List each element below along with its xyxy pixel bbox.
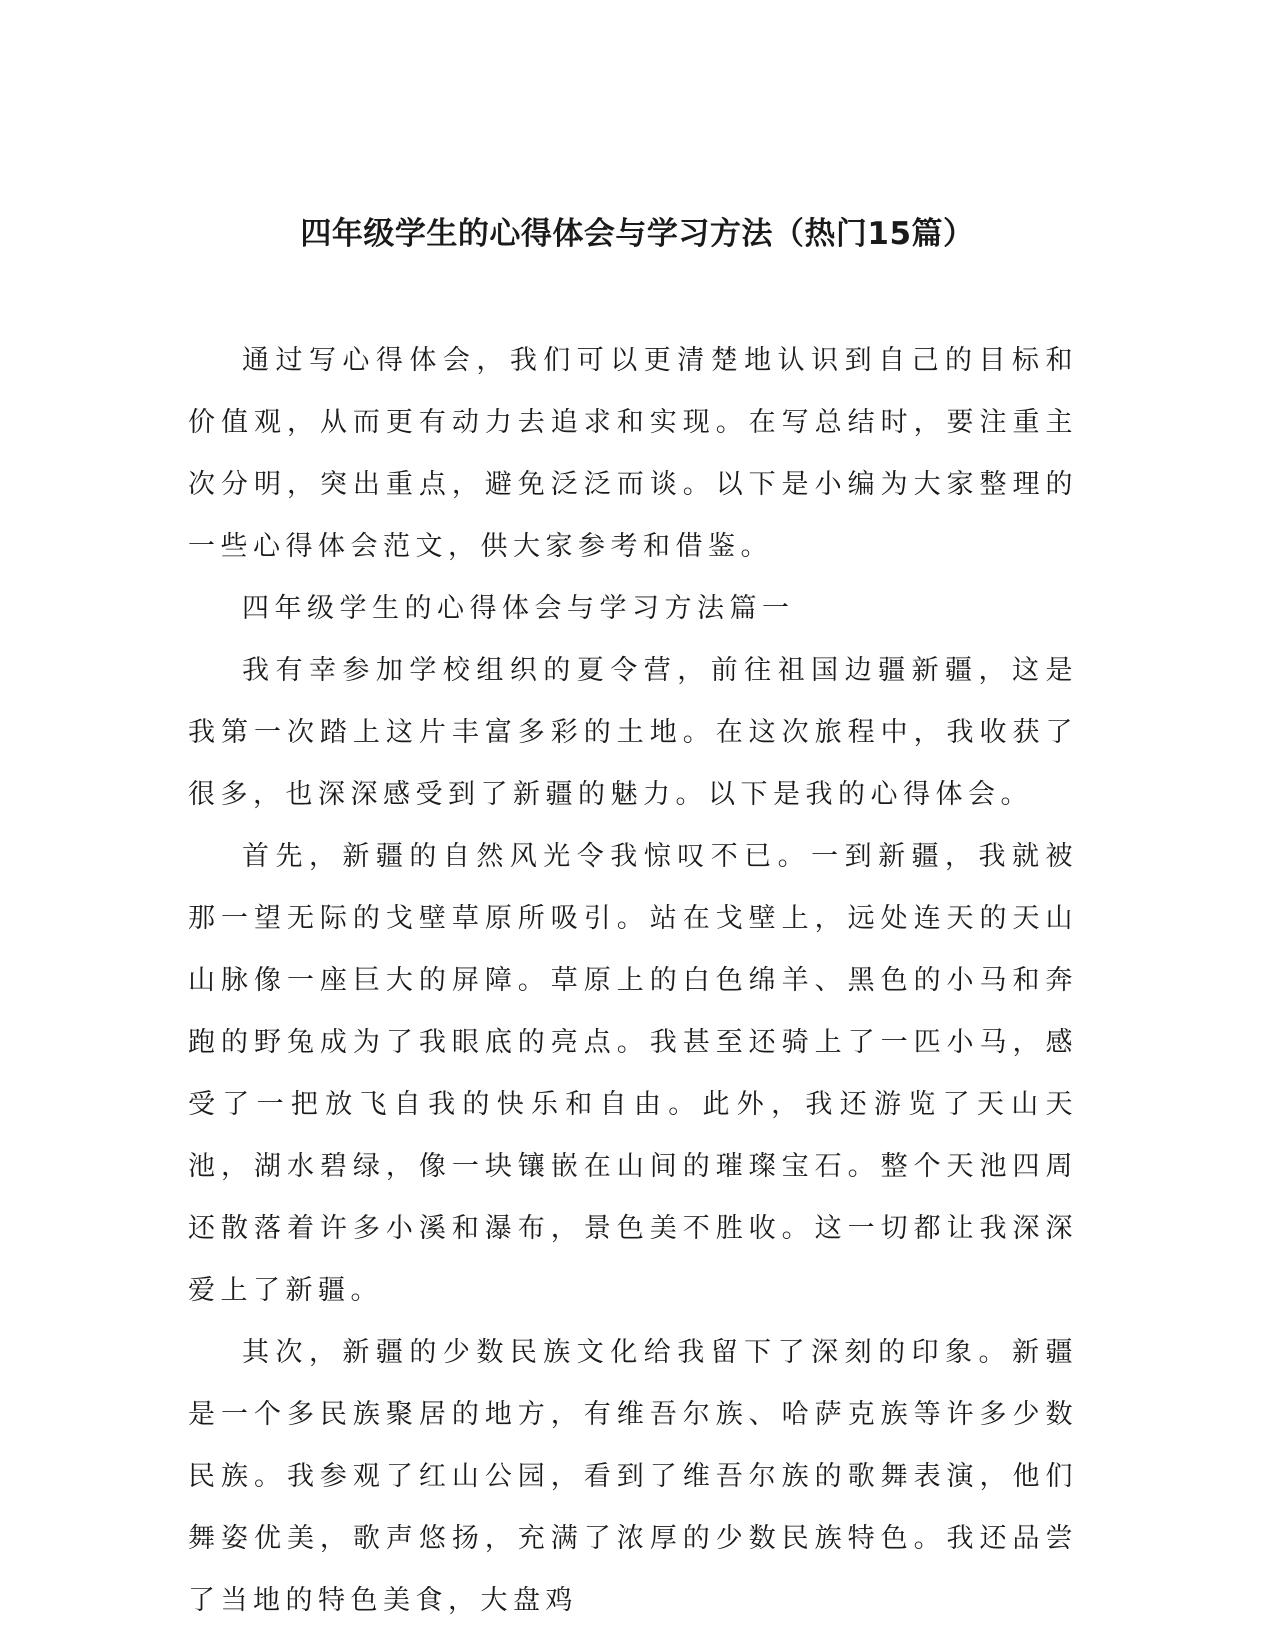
document-title: 四年级学生的心得体会与学习方法（热门15篇）: [300, 216, 975, 252]
intro-paragraph: 通过写心得体会，我们可以更清楚地认识到自己的目标和价值观，从而更有动力去追求和实现。在写总结时，要注重主次分明，突出重点，避免泛泛而谈。以下是小编为大家整理的一些心得体会范文，供大家参考和借鉴。: [188, 345, 1078, 562]
body-paragraph: 我有幸参加学校组织的夏令营，前往祖国边疆新疆，这是我第一次踏上这片丰富多彩的土地。在这次旅程中，我收获了很多，也深深感受到了新疆的魅力。以下是我的心得体会。: [188, 655, 1078, 810]
section-heading: 四年级学生的心得体会与学习方法篇一: [242, 593, 795, 624]
document-body: [188, 330, 1078, 1632]
body-paragraph: 首先，新疆的自然风光令我惊叹不已。一到新疆，我就被那一望无际的戈壁草原所吸引。站在戈壁上，远处连天的天山山脉像一座巨大的屏障。草原上的白色绵羊、黑色的小马和奔跑的野兔成为了我眼底的亮点。我甚至还骑上了一匹小马，感受了一把放飞自我的快乐和自由。此外，我还游览了天山天池，湖水碧绿，像一块镶嵌在山间的璀璨宝石。整个天池四周还散落着许多小溪和瀑布，景色美不胜收。这一切都让我深深爱上了新疆。: [188, 841, 1078, 1306]
body-paragraph: 其次，新疆的少数民族文化给我留下了深刻的印象。新疆是一个多民族聚居的地方，有维吾尔族、哈萨克族等许多少数民族。我参观了红山公园，看到了维吾尔族的歌舞表演，他们舞姿优美，歌声悠扬，充满了浓厚的少数民族特色。我还品尝了当地的特色美食，大盘鸡: [188, 1337, 1078, 1616]
